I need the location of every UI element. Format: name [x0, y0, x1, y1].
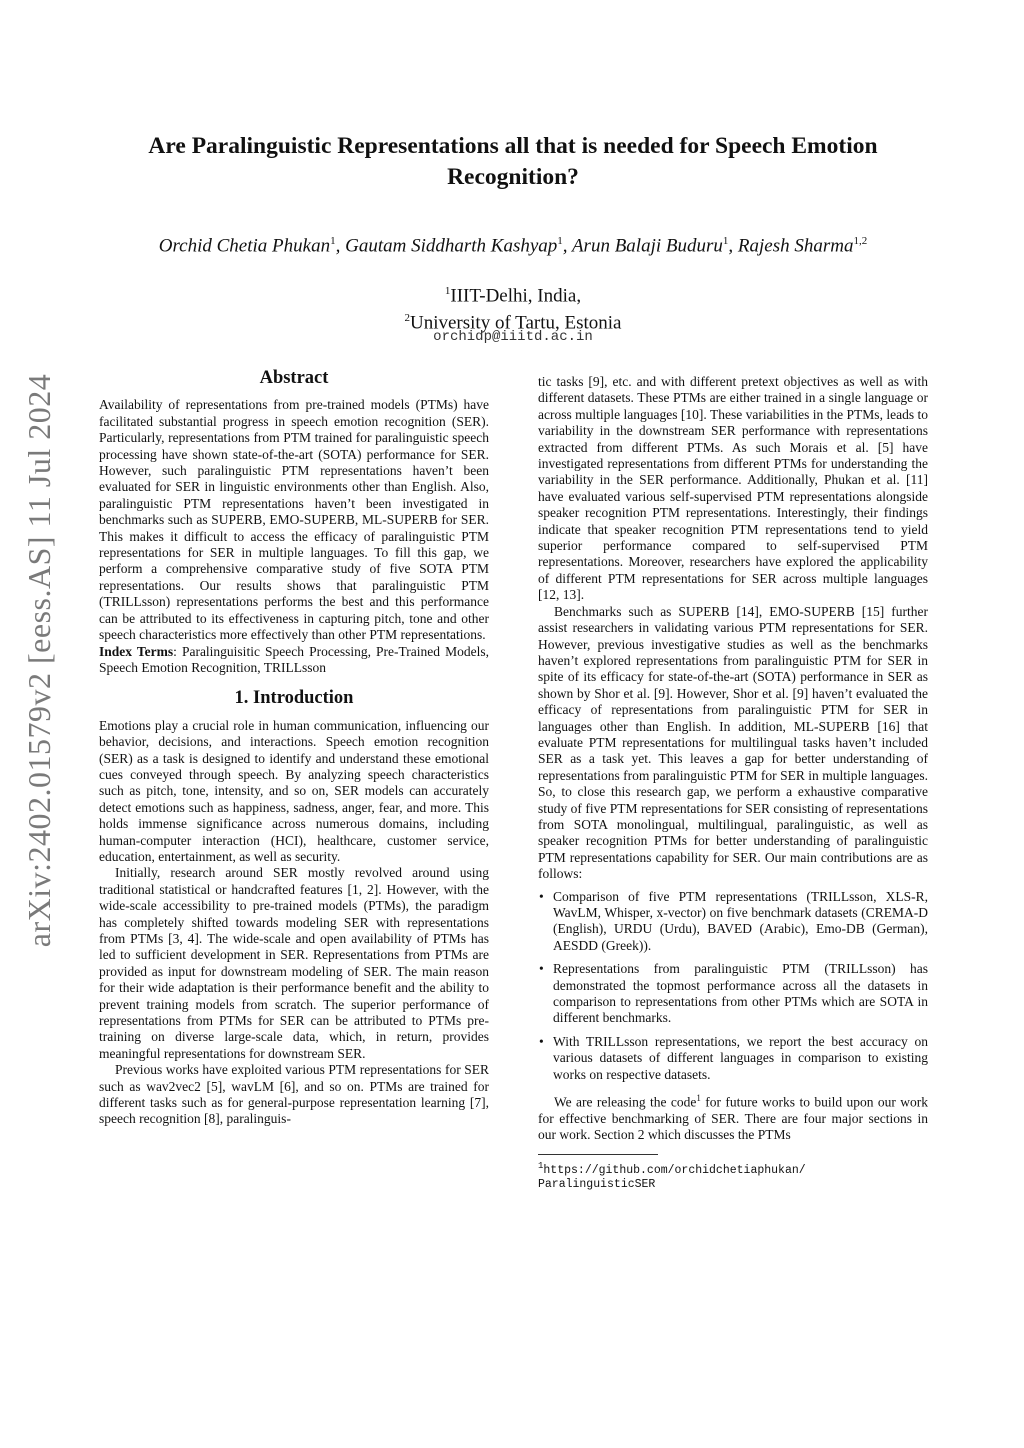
author-list: Orchid Chetia Phukan$^1$, Gautam Siddharth Kashyap$^1$, Arun Balaji Buduru$^1$, Rajesh Sharma$^{1,2}$	[158, 235, 868, 257]
github-link-continued[interactable]: ParalinguisticSER	[538, 1177, 656, 1191]
affiliation: $^1$IIIT-Delhi, India,	[444, 285, 582, 307]
author-affil-mark: 1	[557, 235, 563, 247]
author-name: Rajesh Sharma	[737, 235, 854, 257]
left-column	[99, 370, 489, 1128]
right-column	[538, 374, 928, 1192]
closing-paragraph: We are releasing the code$^1$ for future works to build upon our work for effective benchmarking of SER. There are four major sections in our work. Section 2 which discusses the PTMs	[538, 1093, 928, 1143]
intro-paragraph: Benchmarks such as SUPERB [14], EMO-SUPERB [15] further assist researchers in validating various PTM representations for SER. However, previous investigative studies as well as the benchmarks haven’t explored representations from paralinguistic PTM for SER in spite of its efficacy for state-of-the-art (SOTA) performance in SER as shown by Shor et al. [9]. However, Shor et al. [9] haven’t evaluated the efficacy of representations from paralinguistic PTM for SER in languages other than English. In addition, ML-SUPERB [16] that evaluate PTM representations for multilingual tasks haven’t included SER as a task yet. This leaves a gap for better understanding of representations from paralinguistic PTM for SER in multiple languages. So, to close this research gap, we perform a exhaustive comparative study of five PTM representations for SER consisting of representations from SOTA monolingual, multilingual, paralinguistic, as well as speaker recognition PTMs for better understanding of paralinguistic PTM representations capability for SER. Our main contributions are as follows:	[538, 603, 928, 882]
intro-paragraph-continued: tic tasks [9], etc. and with different pretext objectives as well as with different datasets. These PTMs are either trained in a single language or across multiple languages [10]. These variabilities in the PTMs, leads to variability in the downstream SER performance with representations extracted from different PTMs. As such Morais et al. [5] have investigated representations from different PTMs for understanding the variability in the SER performance. Additionally, Phukan et al. [11] have evaluated various self-supervised PTM representations alongside speaker recognition PTM representations. Interestingly, their findings indicate that speaker recognition PTM representations tend to yield superior performance compared to self-supervised PTM representations. Moreover, researchers have explored the applicability of different PTM representations for SER across multiple languages [12, 13].	[538, 374, 928, 603]
intro-paragraph: Initially, research around SER mostly revolved around using traditional statistical or handcrafted features [1, 2]. However, with the wide-scale accessibility to pre-trained models (PTMs), the paradigm has completely shifted towards modeling SER with representations from PTMs [3, 4]. The wide-scale and open availability of PTMs has led to sufficient development in SER. Representations from PTMs are provided as input for downstream modeling of SER. The main reason for their wide adaptation is their performance benefit and the ability to prevent training models from scratch. The superior performance of representations from PTMs for SER can be attributed to PTMs pre-training on diverse large-scale data, which, in return, provides meaningful representations for downstream SER.	[99, 865, 489, 1061]
author-name: Gautam Siddharth Kashyap	[345, 235, 558, 257]
introduction-heading: 1. Introduction	[234, 688, 354, 709]
github-link[interactable]: https://github.com/orchidchetiaphukan/	[543, 1163, 806, 1177]
intro-paragraph: Emotions play a crucial role in human communication, influencing our behavior, decisions, and interactions. Speech emotion recognition (SER) as a task is designed to identify and understand these emotional cues conveyed through speech. By analyzing speech characteristics such as pitch, tone, intensity, and so on, SER models can accurately detect emotions such as happiness, sadness, anger, fear, and more. This holds immense significance across numerous domains, including human-computer interaction (HCI), healthcare, customer service, education, entertainment, as well as security.	[99, 717, 489, 864]
contact-email: orchidp@iiitd.ac.in	[433, 329, 593, 345]
contributions-list	[538, 889, 928, 1083]
list-item: • Comparison of five PTM representations (TRILLsson, XLS-R, WavLM, Whisper, x-vector) on five benchmark datasets (CREMA-D (English), URDU (Urdu), BAVED (Arabic), Emo-DB (German), AESDD (Greek)).	[538, 889, 928, 955]
author-affil-mark: 1	[330, 235, 336, 247]
arxiv-sidebar	[10, 230, 70, 1090]
abstract-heading: Abstract	[259, 368, 329, 388]
paper-title: Are Paralinguistic Representations all that is needed for Speech Emotion Recognition?	[148, 133, 878, 190]
footnote: $^1$https://github.com/orchidchetiaphukan/ ParalinguisticSER	[538, 1160, 806, 1191]
abstract-text: Availability of representations from pre-trained models (PTMs) have facilitated substantial progress in speech emotion recognition (SER). Particularly, representations from PTM trained for paralinguistic speech processing have shown state-of-the-art (SOTA) performance for SER. However, such paralinguistic PTM representations haven’t been evaluated for SER in linguistic environments other than English. Also, paralinguistic PTM representations haven’t been investigated in benchmarks such as SUPERB, EMO-SUPERB, ML-SUPERB for SER. This makes it difficult to access the efficacy of paralinguistic PTM representations for SER in multiple languages. To fill this gap, we perform a comprehensive comparative study of five SOTA PTM representations. Our results shows that paralinguistic PTM (TRILLsson) representations performs the best and this performance can be attributed to its effectiveness in capturing pitch, tone and other speech characteristics more effectively than other PTM representations.	[99, 397, 489, 643]
index-terms: Index Terms: Paralinguisitic Speech Processing, Pre-Trained Models, Speech Emotion Recognition, TRILLsson	[99, 643, 489, 675]
author-affil-mark: 1	[722, 235, 729, 247]
intro-paragraph-split: Previous works have exploited various PTM representations for SER such as wav2vec2 [5], wavLM [6], and so on. PTMs are trained for different tasks such as for general-purpose representation learning [7], speech recognition [8], paralinguis-	[99, 1062, 489, 1127]
affiliations	[300, 280, 726, 335]
author-name: Arun Balaji Buduru	[571, 235, 723, 257]
affiliation: $^2$University of Tartu, Estonia	[404, 312, 622, 334]
arxiv-identifier: arXiv:2402.01579v2 [eess.AS] 11 Jul 2024	[21, 373, 58, 947]
list-item: • With TRILLsson representations, we report the best accuracy on various datasets of different languages in comparison to existing works on respective datasets.	[538, 1034, 928, 1083]
list-item: • Representations from paralinguistic PTM (TRILLsson) has demonstrated the topmost performance across all the datasets in comparison to representations from other PTMs which are SOTA in different benchmarks.	[538, 961, 928, 1027]
footnote-marker: 1	[696, 1093, 701, 1104]
footnote-divider	[538, 1154, 658, 1155]
author-affil-mark: 1,2	[853, 235, 868, 247]
author-name: Orchid Chetia Phukan	[158, 235, 331, 257]
